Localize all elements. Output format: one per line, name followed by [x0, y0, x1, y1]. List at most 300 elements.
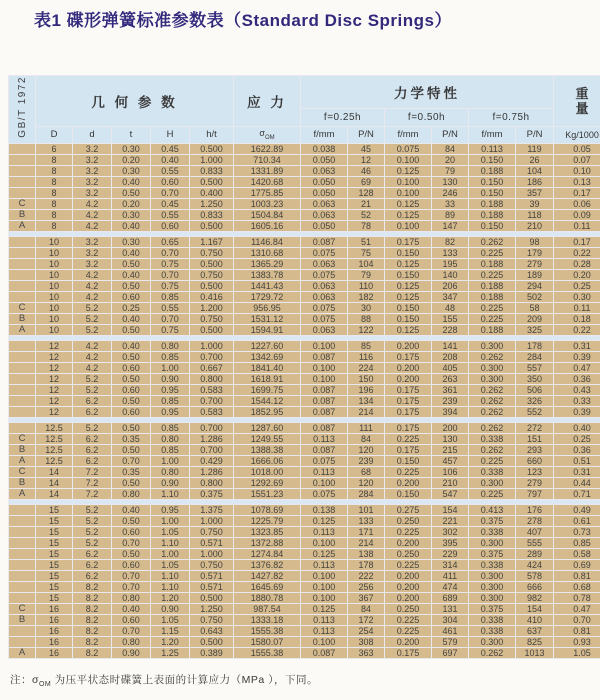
cell-D: 8: [36, 188, 72, 198]
cell-d: 3.2: [73, 259, 111, 269]
cell-p50: 210: [432, 478, 468, 488]
cell-p25: 224: [348, 363, 384, 373]
cell-f25: 0.125: [301, 604, 347, 614]
cell-type: [9, 527, 35, 537]
cell-H: 0.75: [151, 325, 189, 335]
cell-p50: 361: [432, 385, 468, 395]
cell-type: C: [9, 467, 35, 477]
cell-f25: 0.125: [301, 516, 347, 526]
cell-t: 0.30: [112, 210, 150, 220]
cell-sigma: 1551.23: [234, 489, 300, 499]
cell-f25: 0.100: [301, 593, 347, 603]
cell-p75: 118: [516, 210, 553, 220]
table-row: [9, 374, 600, 384]
table-row: [9, 538, 600, 548]
cell-D: 10: [36, 314, 72, 324]
cell-ht: 0.500: [190, 259, 233, 269]
cell-d: 8.2: [73, 637, 111, 647]
cell-f75: 0.262: [469, 385, 515, 395]
cell-d: 4.2: [73, 210, 111, 220]
cell-p75: 660: [516, 456, 553, 466]
cell-t: 0.50: [112, 352, 150, 362]
col-header-p75: P/N: [516, 127, 553, 143]
cell-t: 0.20: [112, 155, 150, 165]
table-row: [9, 604, 600, 614]
cell-type: [9, 352, 35, 362]
cell-p25: 111: [348, 423, 384, 433]
cell-f50: 0.100: [385, 221, 431, 231]
cell-f75: 0.300: [469, 363, 515, 373]
cell-D: 12: [36, 385, 72, 395]
cell-f50: 0.150: [385, 456, 431, 466]
cell-f25: 0.063: [301, 166, 347, 176]
cell-kg: 0.25: [554, 281, 600, 291]
cell-H: 0.90: [151, 478, 189, 488]
cell-p25: 88: [348, 314, 384, 324]
cell-H: 0.75: [151, 281, 189, 291]
cell-f25: 0.063: [301, 210, 347, 220]
table-row: [9, 467, 600, 477]
cell-type: A: [9, 221, 35, 231]
cell-f25: 0.050: [301, 221, 347, 231]
cell-f75: 0.225: [469, 314, 515, 324]
cell-d: 4.2: [73, 270, 111, 280]
cell-p75: 357: [516, 188, 553, 198]
cell-f75: 0.225: [469, 248, 515, 258]
cell-kg: 0.93: [554, 637, 600, 647]
cell-f75: 0.262: [469, 445, 515, 455]
cell-p50: 195: [432, 259, 468, 269]
cell-sigma: 1880.78: [234, 593, 300, 603]
cell-H: 0.60: [151, 221, 189, 231]
cell-f75: 0.375: [469, 604, 515, 614]
cell-p75: 502: [516, 292, 553, 302]
cell-ht: 0.700: [190, 396, 233, 406]
cell-type: B: [9, 615, 35, 625]
cell-f50: 0.150: [385, 248, 431, 258]
cell-p25: 51: [348, 237, 384, 247]
cell-p50: 33: [432, 199, 468, 209]
cell-f75: 0.338: [469, 615, 515, 625]
cell-f50: 0.250: [385, 604, 431, 614]
cell-D: 12: [36, 374, 72, 384]
cell-type: [9, 571, 35, 581]
cell-f75: 0.338: [469, 626, 515, 636]
cell-ht: 1.167: [190, 237, 233, 247]
cell-f50: 0.100: [385, 188, 431, 198]
cell-t: 0.35: [112, 434, 150, 444]
table-row: [9, 281, 600, 291]
cell-p50: 411: [432, 571, 468, 581]
cell-H: 1.15: [151, 626, 189, 636]
cell-kg: 0.11: [554, 303, 600, 313]
cell-D: 10: [36, 292, 72, 302]
cell-D: 15: [36, 560, 72, 570]
cell-t: 0.30: [112, 166, 150, 176]
cell-f25: 0.113: [301, 527, 347, 537]
table-row: [9, 385, 600, 395]
cell-H: 0.70: [151, 314, 189, 324]
cell-d: 6.2: [73, 571, 111, 581]
cell-d: 5.2: [73, 538, 111, 548]
cell-ht: 0.583: [190, 407, 233, 417]
cell-D: 12: [36, 396, 72, 406]
group-separator: [9, 232, 600, 236]
cell-ht: 1.000: [190, 516, 233, 526]
cell-d: 3.2: [73, 177, 111, 187]
cell-D: 10: [36, 303, 72, 313]
cell-D: 6: [36, 144, 72, 154]
cell-sigma: 1699.75: [234, 385, 300, 395]
cell-d: 8.2: [73, 615, 111, 625]
cell-sigma: 1504.84: [234, 210, 300, 220]
cell-t: 0.70: [112, 456, 150, 466]
cell-H: 1.10: [151, 582, 189, 592]
cell-p25: 138: [348, 549, 384, 559]
cell-p25: 222: [348, 571, 384, 581]
cell-p50: 547: [432, 489, 468, 499]
cell-ht: 1.000: [190, 155, 233, 165]
cell-kg: 0.73: [554, 527, 600, 537]
cell-d: 5.2: [73, 303, 111, 313]
cell-kg: 0.28: [554, 259, 600, 269]
cell-d: 4.2: [73, 199, 111, 209]
cell-f75: 0.150: [469, 177, 515, 187]
cell-p50: 79: [432, 166, 468, 176]
cell-f75: 0.300: [469, 571, 515, 581]
cell-f50: 0.100: [385, 155, 431, 165]
cell-type: A: [9, 456, 35, 466]
cell-t: 0.40: [112, 270, 150, 280]
table-row: [9, 549, 600, 559]
table-row: [9, 527, 600, 537]
cell-D: 15: [36, 571, 72, 581]
cell-f50: 0.200: [385, 582, 431, 592]
cell-sigma: 1249.55: [234, 434, 300, 444]
cell-f25: 0.075: [301, 248, 347, 258]
cell-p50: 140: [432, 270, 468, 280]
cell-f50: 0.175: [385, 648, 431, 658]
cell-type: [9, 341, 35, 351]
cell-sigma: 1287.60: [234, 423, 300, 433]
cell-H: 0.60: [151, 177, 189, 187]
cell-f50: 0.250: [385, 516, 431, 526]
cell-D: 10: [36, 248, 72, 258]
cell-p25: 84: [348, 434, 384, 444]
cell-p75: 825: [516, 637, 553, 647]
cell-H: 1.00: [151, 549, 189, 559]
cell-p50: 89: [432, 210, 468, 220]
cell-f50: 0.200: [385, 341, 431, 351]
col-header-D: D: [36, 127, 72, 143]
cell-p75: 326: [516, 396, 553, 406]
cell-sigma: 1274.84: [234, 549, 300, 559]
cell-p50: 689: [432, 593, 468, 603]
cell-kg: 0.40: [554, 423, 600, 433]
cell-f50: 0.225: [385, 467, 431, 477]
cell-t: 0.50: [112, 281, 150, 291]
cell-D: 16: [36, 637, 72, 647]
cell-f25: 0.087: [301, 352, 347, 362]
cell-f75: 0.262: [469, 407, 515, 417]
cell-D: 12: [36, 407, 72, 417]
cell-H: 0.95: [151, 385, 189, 395]
cell-p50: 239: [432, 396, 468, 406]
cell-sigma: 1365.29: [234, 259, 300, 269]
cell-p50: 246: [432, 188, 468, 198]
cell-f50: 0.175: [385, 237, 431, 247]
cell-f75: 0.262: [469, 396, 515, 406]
cell-ht: 0.750: [190, 270, 233, 280]
table-row: [9, 489, 600, 499]
cell-type: [9, 626, 35, 636]
cell-sigma: 987.54: [234, 604, 300, 614]
cell-H: 1.20: [151, 637, 189, 647]
cell-p50: 461: [432, 626, 468, 636]
cell-kg: 1.05: [554, 648, 600, 658]
col-header-p25: P/N: [348, 127, 384, 143]
cell-t: 0.60: [112, 385, 150, 395]
cell-d: 3.2: [73, 166, 111, 176]
table-row: [9, 155, 600, 165]
cell-kg: 0.33: [554, 396, 600, 406]
cell-d: 4.2: [73, 363, 111, 373]
cell-f75: 0.262: [469, 352, 515, 362]
table-row: [9, 571, 600, 581]
cell-f25: 0.075: [301, 270, 347, 280]
cell-d: 6.2: [73, 396, 111, 406]
cell-p75: 797: [516, 489, 553, 499]
cell-D: 12.5: [36, 434, 72, 444]
cell-t: 0.60: [112, 363, 150, 373]
cell-D: 16: [36, 604, 72, 614]
cell-f25: 0.087: [301, 648, 347, 658]
cell-t: 0.50: [112, 374, 150, 384]
cell-type: B: [9, 478, 35, 488]
cell-D: 16: [36, 648, 72, 658]
cell-p25: 12: [348, 155, 384, 165]
table-row: [9, 363, 600, 373]
cell-sigma: 1310.68: [234, 248, 300, 258]
cell-p50: 263: [432, 374, 468, 384]
table-row: [9, 396, 600, 406]
cell-ht: 0.500: [190, 144, 233, 154]
cell-f75: 0.300: [469, 341, 515, 351]
cell-kg: 0.22: [554, 248, 600, 258]
cell-ht: 0.700: [190, 352, 233, 362]
header-weight: 重 量: [554, 76, 600, 126]
cell-ht: 0.700: [190, 423, 233, 433]
cell-p25: 171: [348, 527, 384, 537]
cell-p25: 134: [348, 396, 384, 406]
cell-d: 3.2: [73, 248, 111, 258]
cell-f75: 0.375: [469, 549, 515, 559]
cell-D: 15: [36, 582, 72, 592]
cell-p50: 229: [432, 549, 468, 559]
cell-p25: 101: [348, 505, 384, 515]
header-mechanical: 力学特性: [301, 76, 553, 108]
cell-D: 8: [36, 155, 72, 165]
cell-H: 0.90: [151, 374, 189, 384]
cell-f75: 0.225: [469, 303, 515, 313]
cell-type: C: [9, 604, 35, 614]
cell-p50: 474: [432, 582, 468, 592]
cell-p25: 69: [348, 177, 384, 187]
cell-p75: 410: [516, 615, 553, 625]
cell-f50: 0.125: [385, 210, 431, 220]
cell-ht: 0.750: [190, 248, 233, 258]
cell-f75: 0.188: [469, 325, 515, 335]
cell-kg: 0.71: [554, 489, 600, 499]
cell-type: [9, 166, 35, 176]
cell-H: 1.20: [151, 593, 189, 603]
cell-f25: 0.113: [301, 434, 347, 444]
cell-H: 0.70: [151, 188, 189, 198]
cell-f50: 0.200: [385, 593, 431, 603]
table-row: [9, 434, 600, 444]
col-header-kg: Kg/1000: [554, 127, 600, 143]
cell-f50: 0.150: [385, 303, 431, 313]
table-row: [9, 582, 600, 592]
header-f50: f=0.50h: [385, 109, 468, 125]
cell-type: [9, 177, 35, 187]
cell-t: 0.40: [112, 505, 150, 515]
cell-p75: 1013: [516, 648, 553, 658]
cell-ht: 1.000: [190, 341, 233, 351]
cell-d: 6.2: [73, 560, 111, 570]
cell-d: 5.2: [73, 325, 111, 335]
cell-d: 5.2: [73, 505, 111, 515]
cell-p75: 294: [516, 281, 553, 291]
cell-H: 0.55: [151, 303, 189, 313]
cell-f75: 0.338: [469, 527, 515, 537]
cell-H: 0.85: [151, 396, 189, 406]
cell-f25: 0.063: [301, 325, 347, 335]
cell-d: 7.2: [73, 478, 111, 488]
cell-D: 10: [36, 281, 72, 291]
table-body: [9, 144, 600, 658]
cell-f50: 0.250: [385, 549, 431, 559]
cell-H: 0.85: [151, 445, 189, 455]
cell-kg: 0.10: [554, 166, 600, 176]
cell-d: 5.2: [73, 527, 111, 537]
cell-d: 6.2: [73, 549, 111, 559]
cell-p75: 272: [516, 423, 553, 433]
cell-p75: 506: [516, 385, 553, 395]
cell-f25: 0.087: [301, 396, 347, 406]
cell-H: 0.80: [151, 467, 189, 477]
cell-sigma: 1605.16: [234, 221, 300, 231]
cell-d: 3.2: [73, 237, 111, 247]
table-row: [9, 259, 600, 269]
cell-f25: 0.075: [301, 314, 347, 324]
cell-ht: 0.643: [190, 626, 233, 636]
cell-type: C: [9, 303, 35, 313]
cell-H: 0.95: [151, 407, 189, 417]
cell-t: 0.25: [112, 303, 150, 313]
cell-f75: 0.188: [469, 259, 515, 269]
table-row: [9, 615, 600, 625]
cell-H: 0.55: [151, 166, 189, 176]
cell-D: 15: [36, 516, 72, 526]
cell-H: 0.85: [151, 352, 189, 362]
cell-kg: 0.85: [554, 538, 600, 548]
cell-H: 1.05: [151, 560, 189, 570]
cell-f50: 0.125: [385, 325, 431, 335]
cell-ht: 1.286: [190, 467, 233, 477]
cell-p75: 26: [516, 155, 553, 165]
cell-p25: 239: [348, 456, 384, 466]
cell-p25: 104: [348, 259, 384, 269]
cell-t: 0.50: [112, 516, 150, 526]
cell-ht: 1.250: [190, 199, 233, 209]
cell-p75: 424: [516, 560, 553, 570]
col-header-p50: P/N: [432, 127, 468, 143]
header-f25: f=0.25h: [301, 109, 384, 125]
cell-p75: 278: [516, 516, 553, 526]
cell-sigma: 1580.07: [234, 637, 300, 647]
cell-f25: 0.075: [301, 303, 347, 313]
cell-f50: 0.175: [385, 352, 431, 362]
cell-sigma: 1292.69: [234, 478, 300, 488]
cell-f50: 0.075: [385, 144, 431, 154]
cell-t: 0.80: [112, 593, 150, 603]
cell-d: 6.2: [73, 434, 111, 444]
cell-t: 0.30: [112, 144, 150, 154]
cell-p75: 176: [516, 505, 553, 515]
table-row: [9, 325, 600, 335]
cell-ht: 1.286: [190, 434, 233, 444]
cell-type: [9, 560, 35, 570]
cell-H: 1.05: [151, 527, 189, 537]
cell-t: 0.70: [112, 582, 150, 592]
cell-f75: 0.113: [469, 144, 515, 154]
cell-p50: 106: [432, 467, 468, 477]
table-row: [9, 314, 600, 324]
cell-t: 0.50: [112, 259, 150, 269]
cell-d: 5.2: [73, 385, 111, 395]
page-title: 表1 碟形弹簧标准参数表（Standard Disc Springs）: [34, 11, 452, 30]
cell-D: 10: [36, 325, 72, 335]
cell-type: B: [9, 314, 35, 324]
table-row: [9, 292, 600, 302]
cell-p75: 982: [516, 593, 553, 603]
cell-t: 0.80: [112, 637, 150, 647]
cell-d: 7.2: [73, 467, 111, 477]
cell-p75: 39: [516, 199, 553, 209]
cell-kg: 0.17: [554, 188, 600, 198]
cell-H: 0.90: [151, 604, 189, 614]
cell-f75: 0.300: [469, 582, 515, 592]
cell-t: 0.50: [112, 423, 150, 433]
table-row: [9, 626, 600, 636]
cell-f50: 0.125: [385, 166, 431, 176]
cell-ht: 1.000: [190, 549, 233, 559]
cell-sigma: 1323.85: [234, 527, 300, 537]
cell-kg: 0.39: [554, 352, 600, 362]
cell-p25: 214: [348, 538, 384, 548]
table-header: [9, 76, 600, 143]
standard-label-cell: [9, 76, 35, 143]
cell-p25: 150: [348, 374, 384, 384]
cell-t: 0.30: [112, 237, 150, 247]
cell-t: 0.70: [112, 571, 150, 581]
table-row: [9, 210, 600, 220]
cell-H: 0.80: [151, 341, 189, 351]
cell-f75: 0.338: [469, 467, 515, 477]
cell-kg: 0.22: [554, 325, 600, 335]
cell-p25: 68: [348, 467, 384, 477]
